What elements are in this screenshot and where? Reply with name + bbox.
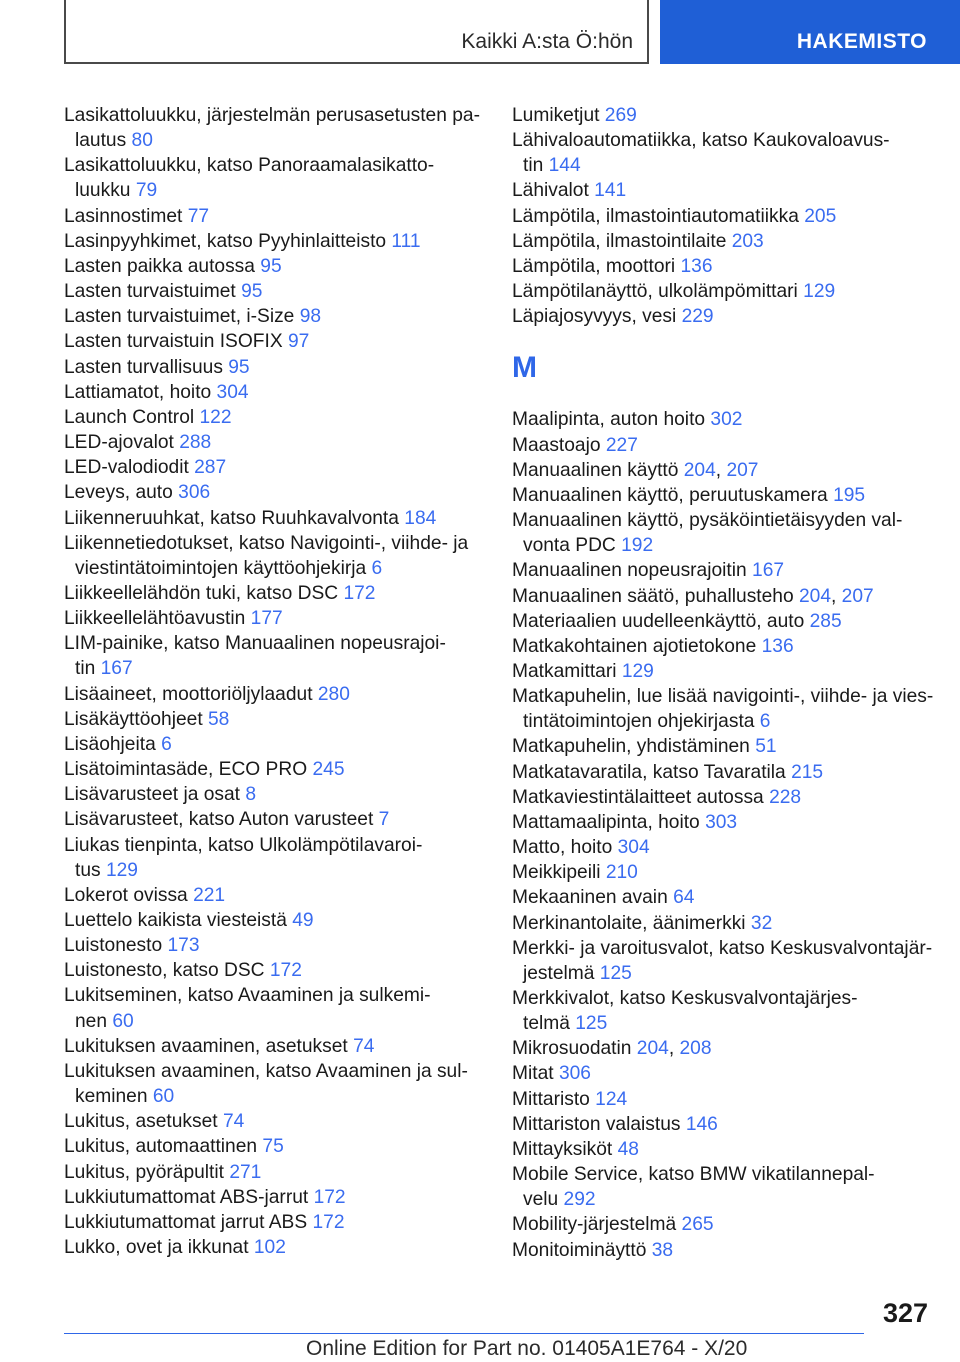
- page-link[interactable]: 285: [809, 610, 842, 632]
- index-entry: [64, 732, 484, 757]
- page-separator: ,: [715, 459, 727, 481]
- page-link[interactable]: 6: [759, 711, 771, 733]
- index-entry: [512, 558, 932, 583]
- index-term: Lisätoimintasäde, ECO PRO: [64, 759, 308, 781]
- index-term: Matkamittari: [512, 660, 617, 682]
- page-link[interactable]: 215: [791, 761, 824, 783]
- index-term: Lukituksen avaaminen, asetukset: [64, 1035, 348, 1057]
- index-entry: [512, 885, 932, 910]
- index-term: Lämpötila, moottori: [512, 255, 676, 277]
- index-term: Luettelo kaikista viesteistä: [64, 910, 287, 931]
- page-link[interactable]: 204: [798, 585, 831, 607]
- index-term: Lisävarusteet ja osat: [64, 784, 240, 806]
- index-term: Launch Control: [64, 406, 195, 428]
- index-entry-continuation: [512, 709, 932, 734]
- page-link[interactable]: 144: [548, 155, 581, 177]
- index-term: Liikkeellelähtöavustin: [64, 608, 246, 630]
- index-term: Luistonesto, katso DSC: [64, 960, 265, 982]
- page-link[interactable]: 111: [391, 230, 421, 252]
- page-link[interactable]: 8: [245, 784, 257, 806]
- index-term: vonta PDC: [523, 535, 616, 557]
- index-entry: [64, 531, 484, 556]
- page-link[interactable]: 205: [804, 205, 837, 227]
- index-term: Mobile Service, katso BMW vikatilannepal-: [512, 1164, 875, 1186]
- index-entry: [64, 631, 484, 656]
- page-link[interactable]: 204: [636, 1038, 669, 1060]
- index-entry: [64, 455, 484, 480]
- page-link[interactable]: 302: [710, 409, 743, 431]
- page-link[interactable]: 172: [313, 1186, 346, 1208]
- index-term: luukku: [75, 180, 131, 202]
- page-link[interactable]: 129: [803, 281, 836, 303]
- index-entry: [512, 659, 932, 684]
- index-term: Manuaalinen käyttö, pysäköintietäisyyden val-: [512, 510, 903, 532]
- index-entry: [64, 153, 484, 178]
- index-entry: [512, 936, 932, 961]
- index-entry: [512, 785, 932, 810]
- index-entry: [512, 254, 932, 279]
- page-link[interactable]: 6: [161, 733, 172, 755]
- index-term: Mittaristo: [512, 1088, 590, 1110]
- index-term: Mittariston valaistus: [512, 1113, 681, 1135]
- index-entry: [512, 734, 932, 759]
- index-term: nen: [75, 1010, 108, 1032]
- index-term: Lasinnostimet: [64, 205, 183, 227]
- page-link[interactable]: 304: [216, 381, 249, 403]
- page-separator: ,: [831, 585, 842, 607]
- page-link[interactable]: 172: [343, 582, 376, 604]
- index-term: tin: [75, 658, 96, 680]
- page-link[interactable]: 51: [755, 736, 777, 758]
- index-term: lautus: [75, 130, 127, 152]
- page-link[interactable]: 98: [299, 306, 322, 328]
- index-term: Lukkiutumattomat ABS-jarrut: [64, 1186, 309, 1208]
- page-link[interactable]: 122: [199, 406, 232, 428]
- index-entry: [64, 782, 484, 807]
- index-entry-continuation: [512, 1011, 932, 1036]
- index-term: LED-valodiodit: [64, 457, 189, 479]
- index-term: jestelmä: [523, 962, 595, 984]
- page-link[interactable]: 208: [679, 1038, 712, 1060]
- index-entry: [512, 584, 932, 609]
- page-link[interactable]: 271: [229, 1161, 262, 1183]
- index-entry: [64, 1210, 484, 1235]
- index-term: tus: [75, 859, 101, 881]
- index-term: Monitoiminäyttö: [512, 1239, 647, 1261]
- index-entry: [64, 506, 484, 531]
- index-term: Lukitus, pyöräpultit: [64, 1161, 224, 1183]
- page-link[interactable]: 192: [621, 535, 654, 557]
- index-term: LED-ajovalot: [64, 432, 174, 454]
- page-link[interactable]: 95: [228, 356, 250, 378]
- index-entry: [512, 204, 932, 229]
- index-entry: [512, 1036, 932, 1061]
- index-entry: [512, 609, 932, 634]
- page-link[interactable]: 207: [726, 459, 759, 481]
- index-term: Lattiamatot, hoito: [64, 381, 212, 403]
- index-entry: [512, 103, 932, 128]
- tab-all-a-to-o[interactable]: [64, 0, 649, 64]
- index-entry: [64, 1134, 484, 1159]
- index-term: Mekaaninen avain: [512, 887, 668, 909]
- page-link[interactable]: 306: [558, 1063, 591, 1085]
- index-entry: [64, 707, 484, 732]
- page-link[interactable]: 292: [563, 1189, 596, 1211]
- page-link[interactable]: 77: [187, 205, 210, 227]
- index-entry: [64, 329, 484, 354]
- index-entry: [64, 883, 484, 908]
- index-term: Matkapuhelin, yhdistäminen: [512, 736, 750, 758]
- index-term: Liikennetiedotukset, katso Navigointi-, viihde- ja: [64, 532, 469, 554]
- index-term: Lisäkäyttöohjeet: [64, 708, 203, 730]
- index-entry: [512, 508, 932, 533]
- page-link[interactable]: 269: [604, 105, 637, 126]
- index-term: Lämpötila, ilmastointilaite: [512, 230, 727, 252]
- page-link[interactable]: 207: [841, 585, 874, 607]
- index-term: Materiaalien uudelleenkäyttö, auto: [512, 610, 805, 632]
- page-link[interactable]: 136: [680, 255, 713, 277]
- index-entry-continuation: [512, 1187, 932, 1212]
- index-term: Lokerot ovissa: [64, 884, 188, 906]
- page-link[interactable]: 38: [651, 1239, 674, 1261]
- index-term: Meikkipeili: [512, 862, 601, 884]
- page-link[interactable]: 203: [731, 230, 764, 252]
- index-term: Manuaalinen nopeusrajoitin: [512, 560, 747, 582]
- index-entry-continuation: [64, 1009, 484, 1034]
- index-column-right: [512, 103, 932, 1263]
- index-group-m: [512, 407, 932, 1262]
- index-entry: [512, 760, 932, 785]
- index-entry: [64, 1034, 484, 1059]
- index-entry: [512, 634, 932, 659]
- index-entry: [64, 480, 484, 505]
- page-link[interactable]: 95: [241, 281, 263, 303]
- page-link[interactable]: 80: [131, 130, 153, 152]
- index-entry: [64, 355, 484, 380]
- index-term: Merkkivalot, katso Keskusvalvontajärjes-: [512, 988, 858, 1009]
- index-entry: [512, 178, 932, 203]
- page-link[interactable]: 129: [621, 660, 654, 682]
- page-link[interactable]: 167: [100, 658, 133, 680]
- page-link[interactable]: 125: [599, 962, 632, 984]
- index-term: Mattamaalipinta, hoito: [512, 811, 700, 833]
- index-entry-continuation: [512, 533, 932, 558]
- index-entry: [64, 833, 484, 858]
- index-term: Lisäaineet, moottoriöljylaadut: [64, 683, 313, 705]
- page-link[interactable]: 6: [371, 557, 383, 579]
- index-group-l-continued: [512, 103, 932, 329]
- index-term: Lasten paikka autossa: [64, 255, 255, 277]
- page-link[interactable]: 49: [292, 910, 314, 931]
- index-term: tintätoimintojen ohjekirjasta: [523, 711, 755, 733]
- footer-divider: [64, 1333, 864, 1334]
- index-entry: [512, 1061, 932, 1086]
- page-link[interactable]: 173: [167, 935, 200, 957]
- index-entry-continuation: [64, 128, 484, 153]
- page-link[interactable]: 177: [250, 608, 283, 630]
- page-link[interactable]: 227: [605, 434, 638, 456]
- index-entry: [512, 483, 932, 508]
- page-link[interactable]: 304: [617, 837, 650, 859]
- index-entry: [512, 1238, 932, 1263]
- page-link[interactable]: 124: [595, 1088, 628, 1110]
- index-entry: [512, 433, 932, 458]
- index-entry: [64, 807, 484, 832]
- index-term: Lukitus, asetukset: [64, 1111, 218, 1133]
- index-entry-continuation: [512, 153, 932, 178]
- page-link[interactable]: 64: [673, 887, 695, 909]
- index-term: Mittayksiköt: [512, 1138, 613, 1160]
- page-link[interactable]: 32: [750, 912, 773, 934]
- page-link[interactable]: 221: [193, 884, 226, 906]
- index-entry: [64, 103, 484, 128]
- page-link[interactable]: 60: [152, 1086, 175, 1108]
- index-term: Läpiajosyvyys, vesi: [512, 306, 677, 328]
- index-term: Lasten turvaistuimet, i-Size: [64, 306, 295, 328]
- index-entry: [512, 911, 932, 936]
- index-term: Lisävarusteet, katso Auton varusteet: [64, 809, 374, 831]
- page-link[interactable]: 306: [178, 482, 211, 504]
- index-term: Manuaalinen säätö, puhallusteho: [512, 585, 794, 607]
- page-link[interactable]: 210: [605, 862, 638, 884]
- index-entry: [64, 1185, 484, 1210]
- page-link[interactable]: 228: [769, 786, 802, 808]
- index-entry: [512, 860, 932, 885]
- index-term: Mitat: [512, 1063, 554, 1085]
- index-entry: [512, 684, 932, 709]
- page-link[interactable]: 97: [287, 331, 310, 353]
- index-entry: [512, 1137, 932, 1162]
- index-term: Manuaalinen käyttö, peruutuskamera: [512, 484, 828, 506]
- index-term: Merkki- ja varoitusvalot, katso Keskusvalvontajär-: [512, 937, 933, 959]
- page-link[interactable]: 48: [617, 1138, 639, 1160]
- index-entry: [512, 1087, 932, 1112]
- index-term: Leveys, auto: [64, 482, 173, 504]
- index-term: Lumiketjut: [512, 105, 600, 126]
- index-entry: [512, 986, 932, 1011]
- index-entry-continuation: [64, 556, 484, 581]
- page-link[interactable]: 74: [353, 1035, 375, 1057]
- index-entry: [64, 933, 484, 958]
- index-term: Lukko, ovet ja ikkunat: [64, 1237, 249, 1259]
- index-entry-continuation: [64, 178, 484, 203]
- page-link[interactable]: 102: [253, 1237, 286, 1259]
- index-term: Manuaalinen käyttö: [512, 459, 679, 481]
- page-link[interactable]: 79: [135, 180, 158, 202]
- index-entry: [64, 279, 484, 304]
- index-term: Lasten turvallisuus: [64, 356, 223, 378]
- index-term: LIM-painike, katso Manuaalinen nopeusrajoi-: [64, 633, 446, 655]
- page-link[interactable]: 95: [260, 255, 282, 277]
- index-entry: [512, 1212, 932, 1237]
- page-link[interactable]: 172: [269, 960, 302, 982]
- index-term: Lasten turvaistuin ISOFIX: [64, 331, 283, 353]
- index-entry: [64, 682, 484, 707]
- index-term: Mobility-järjestelmä: [512, 1214, 677, 1236]
- index-entry: [64, 229, 484, 254]
- index-term: Lähivaloautomatiikka, katso Kaukovaloavus-: [512, 130, 890, 152]
- index-column-left: [64, 103, 484, 1260]
- index-entry-continuation: [64, 1084, 484, 1109]
- page-link[interactable]: 204: [683, 459, 716, 481]
- index-term: Lämpötila, ilmastointiautomatiikka: [512, 205, 799, 227]
- index-entry: [64, 983, 484, 1008]
- page-link[interactable]: 288: [179, 432, 212, 454]
- index-term: Matkaviestintälaitteet autossa: [512, 786, 764, 808]
- index-term: Lukituksen avaaminen, katso Avaaminen ja sul-: [64, 1060, 468, 1082]
- index-term: Lämpötilanäyttö, ulkolämpömittari: [512, 281, 798, 303]
- index-entry: [512, 304, 932, 329]
- index-term: Maalipinta, auton hoito: [512, 409, 706, 431]
- tab-index[interactable]: [660, 0, 960, 64]
- index-term: viestintätoimintojen käyttöohjekirja: [75, 557, 367, 579]
- index-entry: [512, 279, 932, 304]
- page-link[interactable]: 167: [752, 560, 785, 582]
- page-link[interactable]: 60: [112, 1010, 134, 1032]
- index-entry: [64, 254, 484, 279]
- index-term: Lisäohjeita: [64, 733, 156, 755]
- index-term: tin: [523, 155, 544, 177]
- index-term: Merkinantolaite, äänimerkki: [512, 912, 746, 934]
- index-term: Matkapuhelin, lue lisää navigointi-, viihde- ja vies-: [512, 686, 934, 708]
- index-term: Matkakohtainen ajotietokone: [512, 635, 757, 657]
- index-term: Lähivalot: [512, 180, 589, 202]
- index-entry: [64, 1109, 484, 1134]
- index-term: Liikkeellelähdön tuki, katso DSC: [64, 582, 339, 604]
- index-entry: [64, 380, 484, 405]
- index-term: Liukas tienpinta, katso Ulkolämpötilavaroi-: [64, 834, 423, 856]
- page-link[interactable]: 172: [312, 1211, 345, 1233]
- index-entry: [64, 908, 484, 933]
- page-link[interactable]: 287: [194, 457, 227, 479]
- section-letter: M: [512, 351, 537, 385]
- index-term: Liikenneruuhkat, katso Ruuhkavalvonta: [64, 507, 399, 529]
- index-entry: [512, 128, 932, 153]
- index-entry-continuation: [64, 858, 484, 883]
- page-link[interactable]: 129: [105, 859, 138, 881]
- page-number: 327: [882, 1298, 928, 1328]
- page-separator: ,: [668, 1038, 680, 1060]
- page-link[interactable]: 184: [404, 507, 437, 529]
- index-term: Mikrosuodatin: [512, 1038, 632, 1060]
- page-link[interactable]: 303: [705, 811, 738, 833]
- index-entry: [64, 757, 484, 782]
- index-entry: [512, 229, 932, 254]
- index-entry: [512, 458, 932, 483]
- index-entry: [64, 405, 484, 430]
- index-term: Matkatavaratila, katso Tavaratila: [512, 761, 786, 783]
- index-entry: [64, 304, 484, 329]
- page-link[interactable]: 136: [761, 635, 794, 657]
- page-link[interactable]: 141: [594, 180, 627, 202]
- index-entry: [512, 1112, 932, 1137]
- page-link[interactable]: 74: [222, 1111, 245, 1133]
- index-entry: [64, 1235, 484, 1260]
- index-term: keminen: [75, 1086, 148, 1108]
- index-entry-continuation: [512, 961, 932, 986]
- index-term: telmä: [523, 1013, 570, 1035]
- index-term: Matto, hoito: [512, 837, 613, 859]
- index-entry: [512, 407, 932, 432]
- index-entry: [64, 581, 484, 606]
- index-term: Lasten turvaistuimet: [64, 281, 236, 303]
- page-link[interactable]: 7: [378, 809, 390, 831]
- page-link[interactable]: 280: [317, 683, 350, 705]
- page-link[interactable]: 125: [575, 1013, 608, 1035]
- index-term: velu: [523, 1189, 559, 1211]
- index-entry-continuation: [64, 656, 484, 681]
- index-entry: [64, 204, 484, 229]
- tab-all-label: Kaikki A:sta Ö:hön: [461, 30, 633, 53]
- index-entry: [64, 606, 484, 631]
- page-link[interactable]: 245: [312, 759, 345, 781]
- index-term: Maastoajo: [512, 434, 601, 456]
- index-term: Lasikattoluukku, katso Panoraamalasikatto-: [64, 155, 435, 177]
- page-link[interactable]: 229: [681, 306, 714, 328]
- index-term: Lasinpyyhkimet, katso Pyyhinlaitteisto: [64, 230, 387, 252]
- index-term: Lukitus, automaattinen: [64, 1136, 258, 1158]
- index-entry: [64, 958, 484, 983]
- tab-index-label: HAKEMISTO: [796, 30, 927, 53]
- index-entry: [512, 1162, 932, 1187]
- footer-edition-text: Online Edition for Part no. 01405A1E764 - X/20: [306, 1337, 748, 1360]
- page-link[interactable]: 265: [681, 1214, 714, 1236]
- index-term: Luistonesto: [64, 935, 163, 957]
- index-term: Lasikattoluukku, järjestelmän perusasetusten pa-: [64, 105, 480, 126]
- index-term: Lukkiutumattomat jarrut ABS: [64, 1211, 308, 1233]
- page-link[interactable]: 195: [833, 484, 866, 506]
- index-term: Lukitseminen, katso Avaaminen ja sulkemi-: [64, 985, 431, 1007]
- index-entry: [64, 1160, 484, 1185]
- index-entry: [512, 835, 932, 860]
- page-link[interactable]: 75: [262, 1136, 284, 1158]
- index-entry: [64, 430, 484, 455]
- index-entry: [512, 810, 932, 835]
- index-entry: [64, 1059, 484, 1084]
- page-link[interactable]: 146: [685, 1113, 718, 1135]
- page-link[interactable]: 58: [208, 708, 230, 730]
